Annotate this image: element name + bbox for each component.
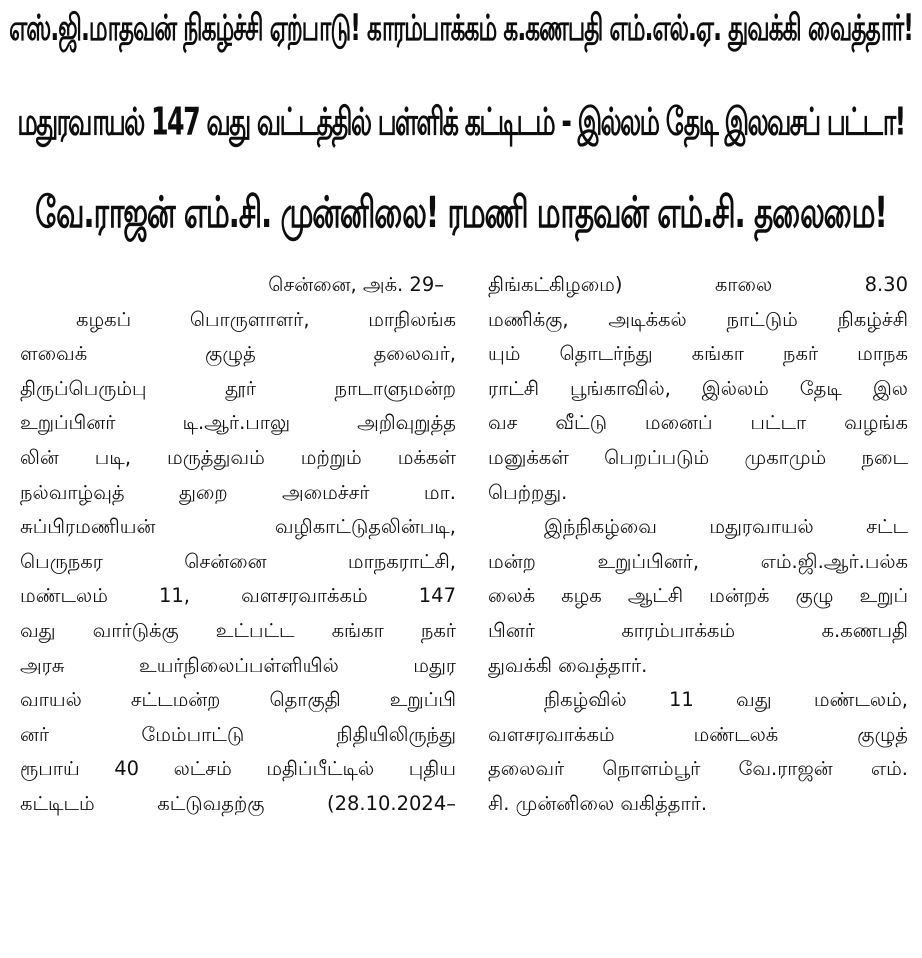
text-line: திங்கட்கிழமை) காலை 8.30 — [488, 273, 908, 296]
text-line: பெருநகர சென்னை மாநகராட்சி, — [20, 549, 456, 573]
text-line: கட்டிடம் கட்டுவதற்கு (28.10.2024– — [20, 791, 456, 815]
text-line: ராட்சி பூங்காவில், இல்லம் தேடி இல — [488, 376, 908, 400]
text-line: மண்டலம் 11, வளசரவாக்கம் 147 — [20, 584, 456, 608]
text-line: துவக்கி வைத்தார். — [488, 653, 648, 677]
text-line: லின் படி, மருத்துவம் மற்றும் மக்கள் — [20, 445, 456, 469]
text-line: அரசு உயர்நிலைப்பள்ளியில் மதுர — [20, 653, 456, 677]
text-line: கழகப் பொருளாளர், மாநிலங்க — [76, 307, 456, 331]
text-line: ளவைக் குழுத் தலைவர், — [20, 342, 456, 366]
article-column-left — [20, 268, 456, 822]
text-line: பெற்றது. — [488, 480, 568, 504]
text-line: நல்வாழ்வுத் துறை அமைச்சர் மா. — [20, 480, 456, 504]
kicker-headline: எஸ்.ஜி.மாதவன் நிகழ்ச்சி ஏற்பாடு! காரம்பாக்கம் க.கணபதி எம்.எல்.ஏ. துவக்கி வைத்தார்! — [9, 6, 913, 50]
text-line: உறுப்பினர் டி.ஆர்.பாலு அறிவுறுத்த — [20, 411, 456, 435]
text-line: லைக் கழக ஆட்சி மன்றக் குழு உறுப் — [488, 584, 908, 608]
text-line: சி. முன்னிலை வகித்தார். — [488, 791, 708, 815]
text-line: நிகழ்வில் 11 வது மண்டலம், — [544, 688, 908, 712]
dateline: சென்னை, அக். 29– — [268, 273, 444, 296]
text-line: ரூபாய் 40 லட்சம் மதிப்பீட்டில் புதிய — [20, 757, 456, 781]
text-line: இந்நிகழ்வை மதுரவாயல் சட்ட — [544, 515, 908, 539]
text-line: தலைவர் நொளம்பூர் வே.ராஜன் எம். — [488, 757, 908, 781]
text-line: மணிக்கு, அடிக்கல் நாட்டும் நிகழ்ச்சி — [488, 307, 908, 331]
text-line: பினர் காரம்பாக்கம் க.கணபதி — [488, 618, 908, 642]
text-line: யும் தொடர்ந்து கங்கா நகர் மாநக — [488, 342, 908, 366]
text-line: திருப்பெரும்பு தூர் நாடாளுமன்ற — [20, 376, 456, 400]
sub-headline: வே.ராஜன் எம்.சி. முன்னிலை! ரமணி மாதவன் எம்.சி. தலைமை! — [35, 188, 887, 238]
text-line: மன்ற உறுப்பினர், எம்.ஜி.ஆர்.பல்க — [488, 549, 908, 573]
text-line: வச வீட்டு மனைப் பட்டா வழங்க — [488, 411, 908, 435]
text-line: வது வார்டுக்கு உட்பட்ட கங்கா நகர் — [20, 618, 456, 642]
text-line: வளசரவாக்கம் மண்டலக் குழுத் — [488, 722, 908, 746]
text-line: சுப்பிரமணியன் வழிகாட்டுதலின்படி, — [20, 515, 456, 539]
text-line: வாயல் சட்டமன்ற தொகுதி உறுப்பி — [20, 688, 456, 712]
text-line: னர் மேம்பாட்டு நிதியிலிருந்து — [20, 722, 456, 746]
article-column-right — [488, 268, 908, 822]
text-line: மனுக்கள் பெறப்படும் முகாமும் நடை — [488, 445, 908, 469]
main-headline: மதுரவாயல் 147 வது வட்டத்தில் பள்ளிக் கட்டிடம் - இல்லம் தேடி இலவசப் பட்டா! — [17, 100, 905, 144]
